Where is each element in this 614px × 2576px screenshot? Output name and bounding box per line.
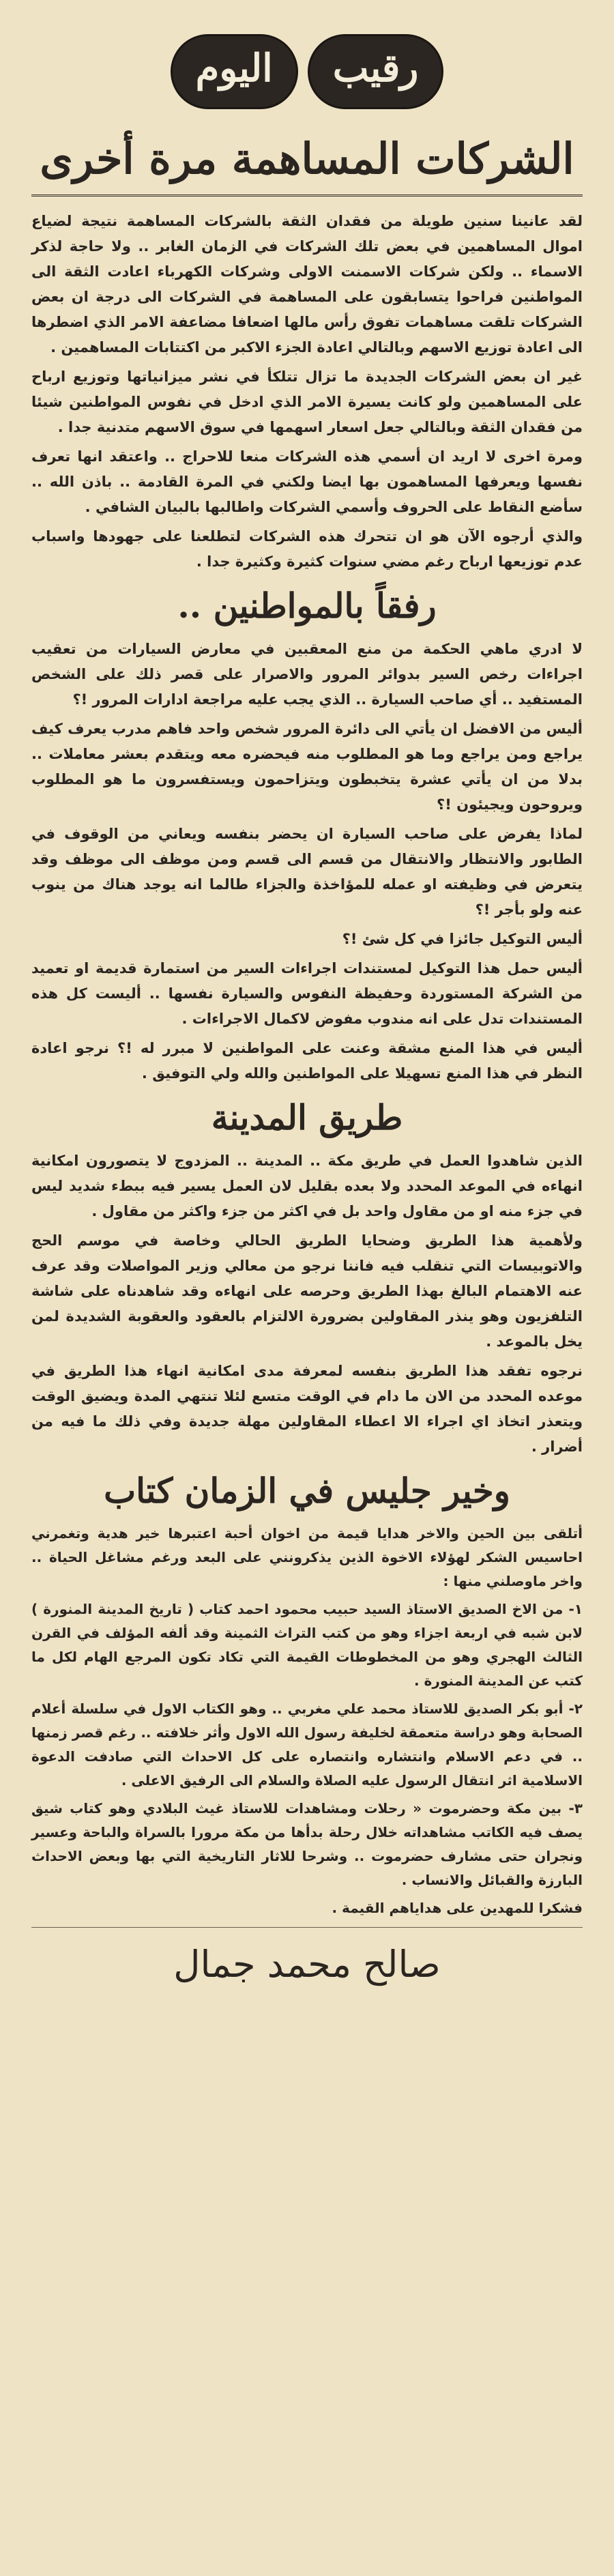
article-3-title: طريق المدينة [211, 1097, 403, 1138]
article-1-title: الشركات المساهمة مرة أخرى [40, 134, 574, 184]
header-pill-raqeeb: رقيب [308, 34, 444, 109]
article-4-title: وخير جليس في الزمان كتاب [104, 1471, 510, 1511]
article-1-paragraph: ومرة اخرى لا اريد ان أسمي هذه الشركات منعا للاحراج .. واعتقد انها تعرف نفسها ويعرفها المساهمون بها ايضا ولكني في المرة القادمة .. باذن الله .. سأضع النقاط على الحروف وأسمي الشركات واطالبها بالبيان الشافي . [31, 448, 583, 515]
column-header [31, 14, 583, 130]
article-2-paragraph: أليس من الافضل ان يأتي الى دائرة المرور شخص واحد فاهم مدرب يعرف كيف يراجع ومن يراجع وما هو المطلوب منه فيحضره معه ويتقدم بعشر معاملات .. بدلا من ان يأتي عشرة يتخبطون ويتزاحمون ويستفسرون ما هو المطلوب ويروحون ويجيئون !؟ [31, 721, 583, 813]
signature-divider [31, 1927, 583, 1928]
article-4-paragraph: ١- من الاخ الصديق الاستاذ السيد حبيب محمود احمد كتاب ( تاريخ المدينة المنورة ) لابن شبه في اربعة اجزاء وهو من كتب التراث الثمينة وقد ألفه المؤلف في القرن الثالث الهجري وهو من المخطوطات القيمة التي تكاد تكون المرجع الهام لكل ما كتب عن المدينة المنورة . [31, 1601, 583, 1689]
title-divider [31, 194, 583, 197]
article-1-paragraph: لقد عانينا سنين طويلة من فقدان الثقة بالشركات المساهمة نتيجة لضياع اموال المساهمين في بعض تلك الشركات في الزمان الغابر .. ولا حاجة لذكر الاسماء .. ولكن شركات الاسمنت الاولى وشركات الكهرباء اعادت الثقة الى المواطنين فراحوا يتسابقون على المساهمة في الشركات الى درجة ان بعض الشركات تلقت مساهمات تفوق رأس مالها اضعافا مضاعفة الامر الذي اضطرها الى اعادة توزيع الاسهم وبالتالي اعادة الجزء الاكبر من اكتتابات المساهمين . [31, 213, 583, 356]
article-2-paragraph: أليس في هذا المنع مشقة وعنت على المواطنين لا مبرر له !؟ نرجو اعادة النظر في هذا المنع تسهيلا على المواطنين والله ولي التوفيق . [31, 1040, 583, 1082]
article-4-paragraph: ٣- بين مكة وحضرموت « رحلات ومشاهدات للاستاذ غيث البلادي وهو كتاب شيق يصف فيه الكاتب مشاهداته خلال رحلة بدأها من مكة مرورا بالسراة والباحة وعسير ونجران حتى مشارف حضرموت .. وشرحا للاثار التاريخية التي بها وبعض الاحداث البارزة والقبائل والانساب . [31, 1800, 583, 1888]
article-3-paragraph: نرجوه تفقد هذا الطريق بنفسه لمعرفة مدى امكانية انهاء هذا الطريق في موعده المحدد من الان ما دام في الوقت متسع لئلا تنتهي المدة ويضيق الوقت ويتعذر اتخاذ اي اجراء الا اعطاء المقاولين مهلة جديدة وفي ذلك ما فيه من أضرار . [31, 1363, 583, 1455]
article-joint-stock-companies [31, 134, 583, 575]
article-2-title: رفقاً بالمواطنين .. [177, 585, 437, 626]
header-pill-alyoum: اليوم [171, 34, 298, 109]
article-2-paragraph: أليس حمل هذا التوكيل لمستندات اجراءات السير من استمارة قديمة او تعميد من الشركة المستوردة وحفيظة النفوس والسيارة نفسها .. أليست كل هذه المستندات تدل على انه مندوب مفوض لاكمال الاجراءات . [31, 960, 583, 1027]
article-books [31, 1471, 583, 1920]
article-3-paragraph: ولأهمية هذا الطريق وضحايا الطريق الحالي وخاصة في موسم الحج والاتوبيسات التي تنقلب فيه فاننا نرجو من معالي وزير المواصلات وقد عرف عنه الاهتمام البالغ بهذا الطريق وحرصه على انهاءه وقد شاهدناه على شاشة التلفزيون وهو ينذر المقاولين بضرورة الالتزام بالعقود والعقوبة الشديدة لمن يخل بالموعد . [31, 1232, 583, 1350]
article-2-paragraph: لماذا يفرض على صاحب السيارة ان يحضر بنفسه ويعاني من الوقوف في الطابور والانتظار والانتقال من قسم الى قسم ومن موظف الى موظف وقد يتعرض في وظيفته او عمله للمؤاخذة والجزاء طالما انه يوجد هناك من ينوب عنه ولو بأجر !؟ [31, 826, 583, 918]
article-madinah-road [31, 1097, 583, 1460]
article-4-paragraph: أتلقى بين الحين والاخر هدايا قيمة من اخوان أحبة اعتبرها خير هدية وتغمرني احاسيس الشكر لهؤلاء الاخوة الذين يذكرونني على البعد ورغم مشاغل الحياة .. واخر ماوصلني منها : [31, 1525, 583, 1589]
article-3-paragraph: الذين شاهدوا العمل في طريق مكة .. المدينة .. المزدوج لا يتصورون امكانية انهاءه في الموعد المحدد ولا بعده بقليل لان العمل يسير فيه ببطء شديد ليس في جزء منه او من مقاول واحد بل في اكثر من جزء واكثر من مقاول . [31, 1153, 583, 1219]
article-1-paragraph: والذي أرجوه الآن هو ان تتحرك هذه الشركات لتطلعنا على جهودها واسباب عدم توزيعها ارباح رغم مضي سنوات كثيرة وكثيرة جدا . [31, 528, 583, 570]
author-signature: صالح محمد جمال [173, 1943, 441, 1986]
article-1-paragraph: غير ان بعض الشركات الجديدة ما تزال تتلكأ في نشر ميزانياتها وتوزيع ارباح على المساهمين ولو كانت يسيرة الامر الذي ادخل في نفوس المواطنين شيئا من فقدان الثقة وبالتالي جعل اسعار اسهمها في سوق الاسهم متدنية جدا . [31, 368, 583, 435]
article-2-paragraph: لا ادري ماهي الحكمة من منع المعقبين في معارض السيارات من تعقيب اجراءات رخص السير بدوائر المرور والاصرار على قصر ذلك على الشخص المستفيد .. أي صاحب السيارة .. الذي يجب عليه مراجعة ادارات المرور !؟ [31, 641, 583, 708]
article-2-paragraph: أليس التوكيل جائزا في كل شئ !؟ [342, 931, 583, 947]
article-4-paragraph: ٢- أبو بكر الصديق للاستاذ محمد علي مغربي .. وهو الكتاب الاول في سلسلة أعلام الصحابة وهو دراسة متعمقة لخليفة رسول الله الاول وأثر خلافته .. رغم قصر زمنها .. في دعم الاسلام وانتشاره وانتصاره على كل الاحداث التي صادفت الدعوة الاسلامية اثر انتقال الرسول عليه الصلاة والسلام الى الرفيق الاعلى . [31, 1701, 583, 1789]
article-citizens [31, 585, 583, 1086]
article-4-paragraph: فشكرا للمهدين على هداياهم القيمة . [332, 1900, 583, 1916]
